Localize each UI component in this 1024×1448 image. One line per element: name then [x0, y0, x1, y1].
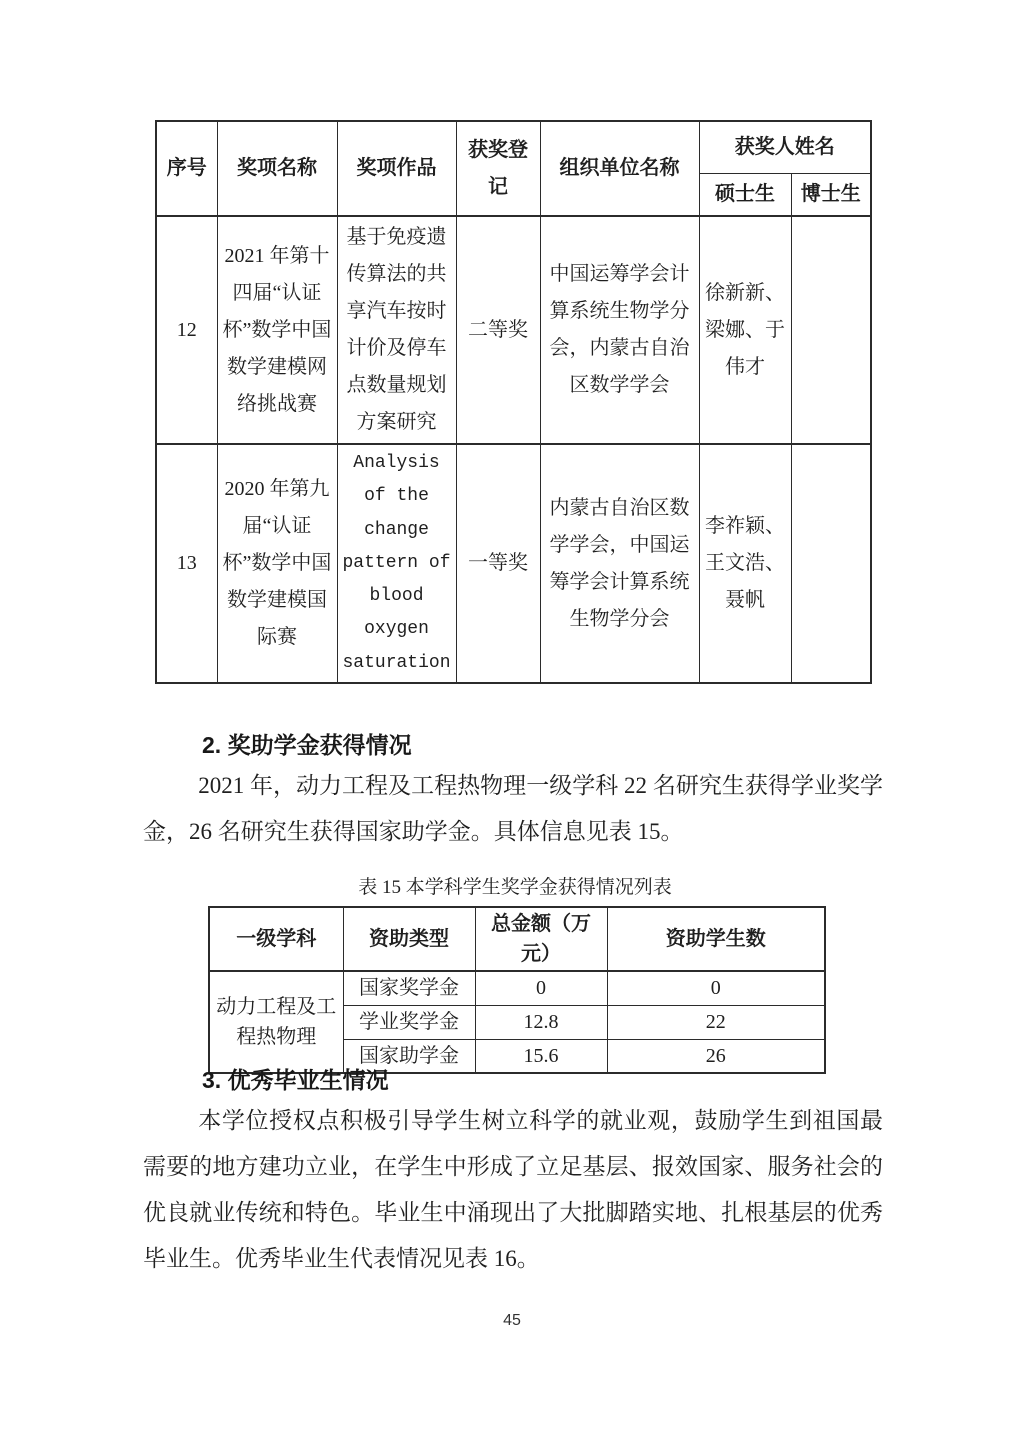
fund-students-1: 22: [607, 1005, 825, 1039]
award-12-doctor: [791, 216, 871, 444]
award-12-master: 徐新新、梁娜、于伟才: [699, 216, 791, 444]
discipline-cell: 动力工程及工程热物理: [209, 971, 343, 1073]
award-12-serial: 12: [156, 216, 217, 444]
header-award-level: 获奖登记: [456, 121, 540, 216]
header-award-name: 奖项名称: [217, 121, 337, 216]
award-row-12: [156, 216, 871, 444]
fund-type-2: 国家助学金: [343, 1039, 475, 1073]
fund-type-0: 国家奖学金: [343, 971, 475, 1005]
scholarship-row-national-award: [209, 971, 825, 1005]
table-15-caption: 表 15 本学科学生奖学金获得情况列表: [358, 877, 672, 898]
award-13-doctor: [791, 444, 871, 683]
fund-type-1: 学业奖学金: [343, 1005, 475, 1039]
award-12-org: 中国运筹学会计算系统生物学分会，内蒙古自治区数学学会: [540, 216, 699, 444]
header-discipline: 一级学科: [209, 907, 343, 971]
header-total-amount: 总金额（万元）: [475, 907, 607, 971]
section-3-heading: 3. 优秀毕业生情况: [202, 1067, 389, 1093]
fund-amount-2: 15.6: [475, 1039, 607, 1073]
header-student-count: 资助学生数: [607, 907, 825, 971]
section-2-paragraph: 2021 年，动力工程及工程热物理一级学科 22 名研究生获得学业奖学金，26 名研究生获得国家助学金。具体信息见表 15。: [143, 773, 883, 844]
fund-amount-0: 0: [475, 971, 607, 1005]
header-doctor: 博士生: [791, 173, 871, 216]
section-2-heading: 2. 奖助学金获得情况: [202, 732, 412, 758]
header-serial: 序号: [156, 121, 217, 216]
awards-table: [155, 120, 872, 684]
award-12-level: 二等奖: [456, 216, 540, 444]
header-fund-type: 资助类型: [343, 907, 475, 971]
page-number: 45: [503, 1312, 521, 1329]
fund-amount-1: 12.8: [475, 1005, 607, 1039]
header-org-name: 组织单位名称: [540, 121, 699, 216]
header-winner-name: 获奖人姓名: [699, 121, 871, 173]
awards-header-row-top: [156, 121, 871, 173]
award-13-serial: 13: [156, 444, 217, 683]
award-12-work: 基于免疫遗传算法的共享汽车按时计价及停车点数量规划 方案研究: [337, 216, 456, 444]
fund-students-2: 26: [607, 1039, 825, 1073]
scholarship-header-row: [209, 907, 825, 971]
fund-students-0: 0: [607, 971, 825, 1005]
award-13-name: 2020 年第九届“认证杯”数学中国数学建模国际赛: [217, 444, 337, 683]
award-row-13: [156, 444, 871, 683]
scholarship-table: [208, 906, 826, 1074]
award-13-level: 一等奖: [456, 444, 540, 683]
header-master: 硕士生: [699, 173, 791, 216]
award-13-work: Analysis of the change pattern of blood oxygen saturation: [337, 444, 456, 683]
award-13-master: 李祚颖、王文浩、聂帆: [699, 444, 791, 683]
award-13-org: 内蒙古自治区数学学会，中国运筹学会计算系统生物学分会: [540, 444, 699, 683]
section-3-paragraph: 本学位授权点积极引导学生树立科学的就业观，鼓励学生到祖国最需要的地方建功立业，在学生中形成了立足基层、报效国家、服务社会的优良就业传统和特色。毕业生中涌现出了大批脚踏实地、扎根基层的优秀毕业生。优秀毕业生代表情况见表 16。: [143, 1108, 883, 1271]
award-12-name: 2021 年第十四届“认证杯”数学中国数学建模网络挑战赛: [217, 216, 337, 444]
header-award-work: 奖项作品: [337, 121, 456, 216]
